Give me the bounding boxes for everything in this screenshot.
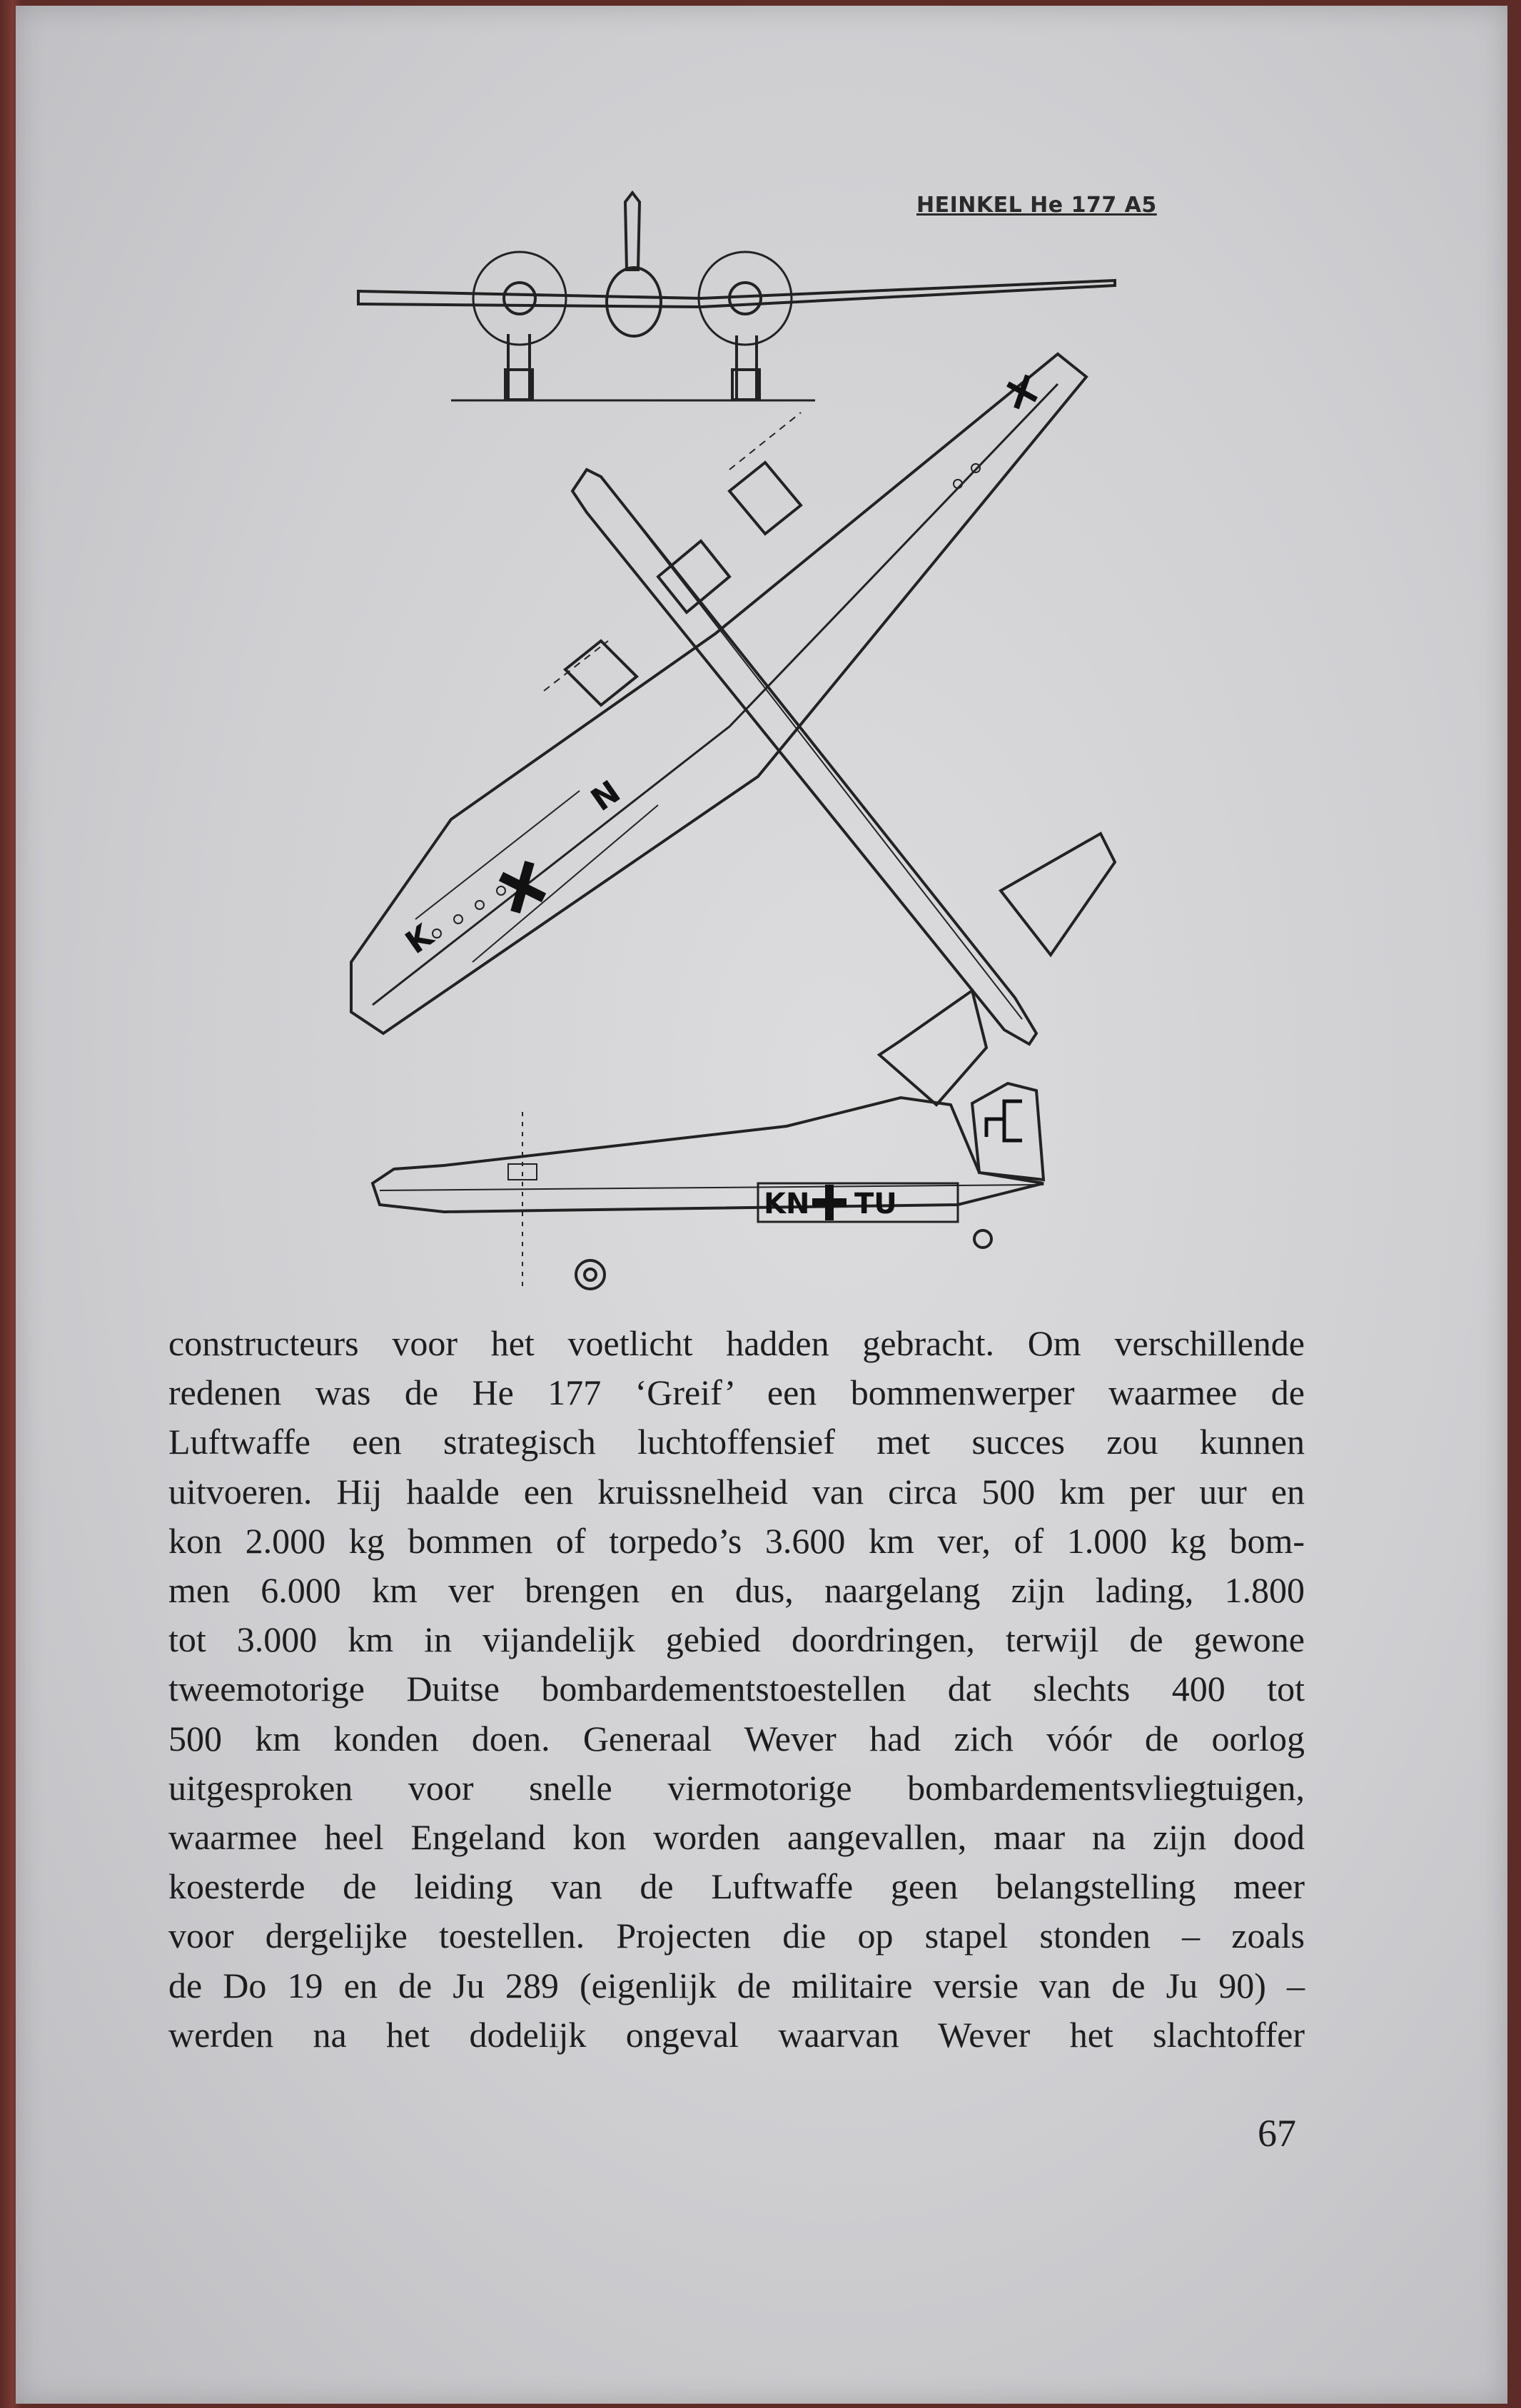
top-view xyxy=(351,354,1115,1105)
wing-code-left: K xyxy=(399,917,440,962)
text-line: tweemotorige Duitse bombardementstoestellen dat slechts 400 tot xyxy=(168,1669,1305,1709)
text-line: kon 2.000 kg bommen of torpedo’s 3.600 km ver, of 1.000 kg bom- xyxy=(168,1520,1305,1561)
aircraft-three-view-drawing xyxy=(330,177,1143,1305)
book-page xyxy=(16,6,1507,2404)
text-line: koesterde de leiding van de Luftwaffe geen belangstelling meer xyxy=(168,1866,1305,1907)
text-line: constructeurs voor het voetlicht hadden gebracht. Om verschillende xyxy=(168,1323,1305,1363)
fuselage-code: KN xyxy=(764,1188,810,1220)
text-line: Luftwaffe een strategisch luchtoffensief met succes zou kunnen xyxy=(168,1422,1305,1462)
text-line: de Do 19 en de Ju 289 (eigenlijk de militaire versie van de Ju 90) – xyxy=(168,1965,1305,2005)
tail-swastika-marking xyxy=(986,1101,1022,1140)
page-number: 67 xyxy=(1258,2112,1296,2155)
fuselage-code-suffix: TU xyxy=(854,1188,897,1220)
text-line: uitgesproken voor snelle viermotorige bombardementsvliegtuigen, xyxy=(168,1767,1305,1808)
side-view xyxy=(373,1083,1044,1290)
text-line: 500 km konden doen. Generaal Wever had zich vóór de oorlog xyxy=(168,1718,1305,1759)
text-line: uitvoeren. Hij haalde een kruissnelheid van circa 500 km per uur en xyxy=(168,1471,1305,1512)
text-line: waarmee heel Engeland kon worden aangevallen, maar na zijn dood xyxy=(168,1817,1305,1858)
front-view xyxy=(358,193,1115,400)
body-text xyxy=(168,1319,1305,2060)
text-line: werden na het dodelijk ongeval waarvan Wever het slachtoffer xyxy=(168,2014,1305,2055)
wing-cross-marking xyxy=(501,862,544,912)
text-line: redenen was de He 177 ‘Greif’ een bommenwerper waarmee de xyxy=(168,1372,1305,1413)
text-line: voor dergelijke toestellen. Projecten die op stapel stonden – zoals xyxy=(168,1916,1305,1956)
fuselage-cross-marking xyxy=(812,1185,847,1220)
figure-caption: HEINKEL He 177 A5 xyxy=(916,193,1157,218)
wing-code-right: N xyxy=(585,774,627,819)
text-line: tot 3.000 km in vijandelijk gebied doordringen, terwijl de gewone xyxy=(168,1619,1305,1660)
text-line: men 6.000 km ver brengen en dus, naargelang zijn lading, 1.800 xyxy=(168,1570,1305,1611)
